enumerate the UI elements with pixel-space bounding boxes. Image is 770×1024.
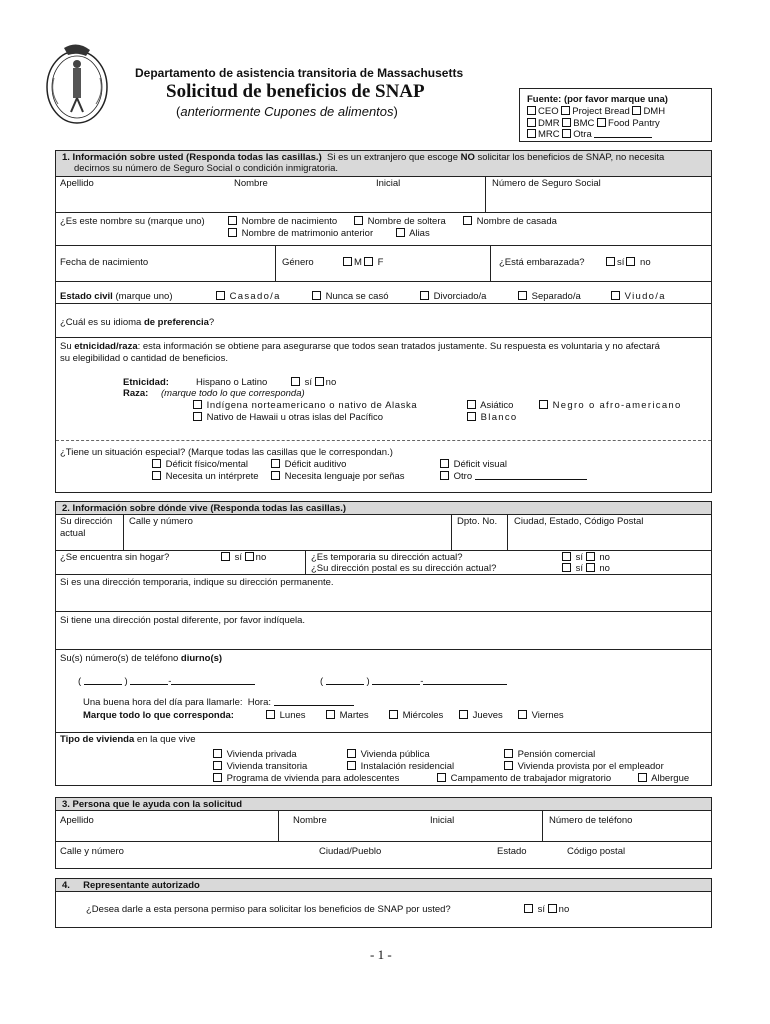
section-3-header: 3. Persona que le ayuda con la solicitud (56, 798, 711, 811)
public-housing-checkbox[interactable] (347, 749, 356, 758)
source-bmc-checkbox[interactable] (562, 118, 571, 127)
state-seal (42, 40, 112, 125)
visual-deficit-checkbox[interactable] (440, 459, 449, 468)
tuesday-checkbox[interactable] (326, 710, 335, 719)
race-white-checkbox[interactable] (467, 412, 476, 421)
ssn-field[interactable] (488, 189, 708, 211)
gender-m-checkbox[interactable] (343, 257, 352, 266)
private-housing-checkbox[interactable] (213, 749, 222, 758)
section-1 (55, 150, 712, 493)
helper-address-row: Calle y número Ciudad/Pueblo Estado Código postal (56, 841, 711, 869)
homeless-yes-checkbox[interactable] (221, 552, 230, 561)
married-checkbox[interactable] (216, 291, 225, 300)
name-type-row: ¿Es este nombre su (marque uno) Nombre de nacimiento Nombre de soltera Nombre de casada Nombre de matrimonio anterior Alias (56, 212, 711, 245)
section-1-header: 1. Información sobre usted (Responda todas las casillas.) Si es un extranjero que escoge NO solicitar los beneficios de SNAP, no necesita decirnos su número de Seguro Social o condición inmigratoria. (56, 151, 711, 177)
language-row (56, 303, 711, 337)
youth-housing-checkbox[interactable] (213, 773, 222, 782)
postal-address-row: Si tiene una dirección postal diferente, por favor indíquela. (56, 611, 711, 649)
section-4-header: 4. Representante autorizado (56, 879, 711, 892)
previous-married-name-checkbox[interactable] (228, 228, 237, 237)
race-native-american-checkbox[interactable] (193, 400, 202, 409)
race-black-checkbox[interactable] (539, 400, 548, 409)
ethnicity-row: Su etnicidad/raza: esta información se obtiene para asegurarse que todos sean tratados justamente. Su respuesta es voluntaria y no afectará su elegibilidad o cantidad de beneficios. Etnicidad: Hispano o Latino sí no Raza: (marque todo lo que corresponda) Indígena norteamericano o nativo de Alaska Asiático Negro o afro-americano Nativo de Hawaii u otras islas del Pacífico Blanco (56, 337, 711, 440)
department-name: Departamento de asistencia transitoria de Massachusetts (135, 66, 464, 80)
best-time-field[interactable] (274, 697, 354, 706)
street-field[interactable] (126, 527, 448, 549)
boarding-house-checkbox[interactable] (504, 749, 513, 758)
never-married-checkbox[interactable] (312, 291, 321, 300)
separated-checkbox[interactable] (518, 291, 527, 300)
temp-addr-no-checkbox[interactable] (586, 552, 595, 561)
married-name-checkbox[interactable] (463, 216, 472, 225)
employer-housing-checkbox[interactable] (504, 761, 513, 770)
section-3 (55, 797, 712, 869)
source-project-bread-checkbox[interactable] (561, 106, 570, 115)
authorize-yes-checkbox[interactable] (524, 904, 533, 913)
migrant-camp-checkbox[interactable] (437, 773, 446, 782)
monday-checkbox[interactable] (266, 710, 275, 719)
homeless-row: ¿Se encuentra sin hogar? sí no ¿Es temporaria su dirección actual? ¿Su dirección postal es su dirección actual? sí no sí no (56, 550, 711, 574)
hispanic-yes-checkbox[interactable] (291, 377, 300, 386)
page-title: Solicitud de beneficios de SNAP (166, 81, 425, 102)
pregnant-no-checkbox[interactable] (626, 257, 635, 266)
permanent-address-row: Si es una dirección temporaria, indique su dirección permanente. (56, 574, 711, 611)
authorize-no-checkbox[interactable] (548, 904, 557, 913)
housing-row: Tipo de vivienda en la que vive Vivienda privada Vivienda pública Pensión comercial Vivienda transitoria Instalación residencial Vivienda provista por el empleador Programa de vivienda para adolescentes Campamento de trabajador migratorio Albergue (56, 732, 711, 786)
source-box: Fuente: (por favor marque una) CEO Project Bread DMH DMR BMC Food Pantry MRC Otra (519, 88, 712, 142)
dob-row: Fecha de nacimiento Género M F ¿Está embarazada? sí no (56, 245, 711, 281)
friday-checkbox[interactable] (518, 710, 527, 719)
physical-deficit-checkbox[interactable] (152, 459, 161, 468)
section-2-header: 2. Información sobre dónde vive (Responda todas las casillas.) (56, 502, 711, 515)
phone-row: Su(s) número(s) de teléfono diurno(s) ( ) - ( ) - Una buena hora del día para llamarle: Hora: Marque todo lo que corresponda: Lunes Martes Miércoles Jueves Viernes (56, 649, 711, 732)
language-question: ¿Cuál es su idioma de preferencia? (60, 317, 215, 328)
wednesday-checkbox[interactable] (389, 710, 398, 719)
source-title: Fuente: (por favor marque una) (527, 94, 668, 105)
source-food-pantry-checkbox[interactable] (597, 118, 606, 127)
page-subtitle: (anteriormente Cupones de alimentos) (176, 104, 398, 119)
address-label: Su dirección actual (60, 516, 113, 539)
pregnant-yes-checkbox[interactable] (606, 257, 615, 266)
phone-2-field[interactable]: ( ) - (320, 676, 507, 687)
other-special-checkbox[interactable] (440, 471, 449, 480)
residential-facility-checkbox[interactable] (347, 761, 356, 770)
phone-1-field[interactable]: ( ) - (78, 676, 255, 687)
thursday-checkbox[interactable] (459, 710, 468, 719)
name-row: Apellido Nombre Inicial Número de Seguro Social (56, 177, 711, 212)
mail-addr-yes-checkbox[interactable] (562, 563, 571, 572)
last-name-field[interactable] (56, 189, 226, 211)
section-4: 4. Representante autorizado ¿Desea darle a esta persona permiso para solicitar los beneficios de SNAP por usted? sí no (55, 878, 712, 928)
birth-name-checkbox[interactable] (228, 216, 237, 225)
source-otra-checkbox[interactable] (562, 129, 571, 138)
interpreter-checkbox[interactable] (152, 471, 161, 480)
race-asian-checkbox[interactable] (467, 400, 476, 409)
mail-addr-no-checkbox[interactable] (586, 563, 595, 572)
alias-checkbox[interactable] (396, 228, 405, 237)
marital-row: Estado civil (marque uno) Casado/a Nunca se casó Divorciado/a Separado/a Viudo/a (56, 281, 711, 303)
maiden-name-checkbox[interactable] (354, 216, 363, 225)
transitional-housing-checkbox[interactable] (213, 761, 222, 770)
page-number: - 1 - (370, 947, 392, 962)
widowed-checkbox[interactable] (611, 291, 620, 300)
source-dmh-checkbox[interactable] (632, 106, 641, 115)
race-pacific-islander-checkbox[interactable] (193, 412, 202, 421)
source-mrc-checkbox[interactable] (527, 129, 536, 138)
source-ceo-checkbox[interactable] (527, 106, 536, 115)
sign-language-checkbox[interactable] (271, 471, 280, 480)
source-otra-line[interactable] (594, 129, 652, 138)
address-row: Su dirección actual Calle y número Dpto. No. Ciudad, Estado, Código Postal (56, 515, 711, 550)
hispanic-no-checkbox[interactable] (315, 377, 324, 386)
hearing-deficit-checkbox[interactable] (271, 459, 280, 468)
special-situation-row: ¿Tiene un situación especial? (Marque todas las casillas que le correspondan.) Déficit físico/mental Déficit auditivo Déficit visual Necesita un intérprete Necesita lenguaje por señas Otro (56, 440, 711, 492)
temp-addr-yes-checkbox[interactable] (562, 552, 571, 561)
homeless-no-checkbox[interactable] (245, 552, 254, 561)
section-2 (55, 501, 712, 786)
source-dmr-checkbox[interactable] (527, 118, 536, 127)
helper-name-row: Apellido Nombre Inicial Número de teléfono (56, 811, 711, 841)
other-special-line[interactable] (475, 471, 587, 480)
divorced-checkbox[interactable] (420, 291, 429, 300)
shelter-checkbox[interactable] (638, 773, 647, 782)
gender-f-checkbox[interactable] (364, 257, 373, 266)
